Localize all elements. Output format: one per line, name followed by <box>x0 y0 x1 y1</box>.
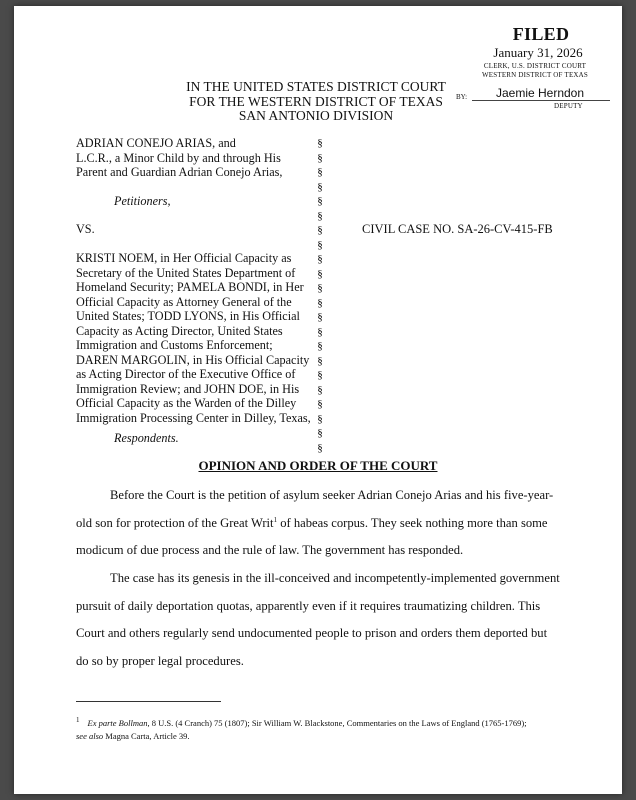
case-number: CIVIL CASE NO. SA-26-CV-415-FB <box>362 222 553 236</box>
document-page <box>14 6 622 794</box>
section-symbol: § <box>317 383 323 396</box>
respondent-line: Homeland Security; PAMELA BONDI, in Her <box>76 280 304 294</box>
respondent-line: DAREN MARGOLIN, in His Official Capacity <box>76 352 310 367</box>
respondent-line: KRISTI NOEM, in Her Official Capacity as <box>76 251 292 265</box>
court-line-1: IN THE UNITED STATES DISTRICT COURT <box>186 79 446 94</box>
footnote-see-also: see also <box>76 730 104 741</box>
footnote-text-1: , 8 U.S. (4 Cranch) 75 (1807); Sir William W. Blackstone, Commentaries on the Laws of England (1765-1769); <box>147 717 527 728</box>
section-symbol: § <box>317 267 323 280</box>
section-symbol: § <box>317 282 323 294</box>
vs-label: VS. <box>76 222 95 236</box>
section-symbol: § <box>317 209 323 222</box>
court-header <box>164 80 468 124</box>
paragraph-2 <box>76 565 562 675</box>
respondent-line: Secretary of the United States Department of <box>76 265 296 280</box>
court-line-2: FOR THE WESTERN DISTRICT OF TEXAS <box>189 93 443 109</box>
section-symbol-column <box>314 136 326 455</box>
respondent-line: Immigration Review; and JOHN DOE, in His <box>76 381 300 396</box>
footnote-rule <box>76 701 221 702</box>
deputy-signature: Jaemie Herndon <box>495 86 585 100</box>
paragraph-1-text-b: of habeas corpus. They seek nothing more than some modicum of due process and the rule of law. The government has responded. <box>76 515 548 557</box>
section-symbol: § <box>317 253 323 265</box>
opinion-title: OPINION AND ORDER OF THE COURT <box>198 458 438 473</box>
respondent-line: Official Capacity as the Warden of the Dilley <box>76 396 297 410</box>
section-symbol: § <box>317 296 323 309</box>
footnote-1 <box>76 714 536 743</box>
petitioner-line: Parent and Guardian Adrian Conejo Arias, <box>76 165 283 179</box>
deputy-label: DEPUTY <box>554 102 583 110</box>
clerk-line-2: WESTERN DISTRICT OF TEXAS <box>481 71 589 79</box>
footnote-ref: 1 <box>273 515 278 524</box>
section-symbol: § <box>317 137 323 149</box>
clerk-block <box>444 62 622 80</box>
filed-stamp-title: FILED <box>512 24 570 44</box>
signature-line <box>472 100 610 101</box>
petitioners-block <box>76 136 282 180</box>
section-symbol: § <box>317 427 323 439</box>
filed-date: January 31, 2026 <box>493 45 583 60</box>
section-symbol: § <box>317 311 323 323</box>
section-symbol: § <box>317 412 323 425</box>
respondent-line: Capacity as Acting Director, United States <box>76 323 283 338</box>
respondent-line: Immigration and Customs Enforcement; <box>76 338 273 352</box>
section-symbol: § <box>317 354 323 367</box>
section-symbol: § <box>317 441 323 454</box>
section-symbol: § <box>317 398 323 410</box>
respondents-label: Respondents. <box>114 431 179 445</box>
by-label: BY: <box>456 93 468 101</box>
section-symbol: § <box>317 151 323 164</box>
respondent-line: as Acting Director of the Executive Office of <box>76 367 296 381</box>
paragraph-2-text: The case has its genesis in the ill-conceived and incompetently-implemented government pursuit of daily deportation quotas, apparently even if it requires traumatizing children. This Court and others regularly send undocumented people to prison and orders them deported but do so by proper legal procedures. <box>76 571 560 668</box>
respondent-line: Official Capacity as Attorney General of the <box>76 294 292 309</box>
section-symbol: § <box>317 195 323 207</box>
court-line-3: SAN ANTONIO DIVISION <box>238 108 394 123</box>
respondent-line: United States; TODD LYONS, in His Official <box>76 309 300 323</box>
section-symbol: § <box>317 180 323 193</box>
footnote-text-2: Magna Carta, Article 39. <box>103 730 190 741</box>
clerk-line-1: CLERK, U.S. DISTRICT COURT <box>483 62 587 70</box>
footnote-case: Ex parte Bollman <box>87 717 148 728</box>
section-symbol: § <box>317 238 323 251</box>
petitioner-line: ADRIAN CONEJO ARIAS, and <box>76 136 236 150</box>
paragraph-1 <box>76 482 562 565</box>
petitioner-line: L.C.R., a Minor Child by and through His <box>76 150 281 165</box>
section-symbol: § <box>317 224 323 236</box>
footnote-mark: 1 <box>76 716 80 724</box>
section-symbol: § <box>317 325 323 338</box>
respondent-line: Immigration Processing Center in Dilley, Texas, <box>76 410 311 425</box>
section-symbol: § <box>317 340 323 352</box>
petitioners-label: Petitioners, <box>114 194 171 208</box>
paragraph-1-text-a: Before the Court is the petition of asylum seeker Adrian Conejo Arias and his five-year-old son for protection of the Great Writ <box>76 488 554 530</box>
respondents-block <box>76 251 311 425</box>
section-symbol: § <box>317 166 323 178</box>
section-symbol: § <box>317 369 323 381</box>
